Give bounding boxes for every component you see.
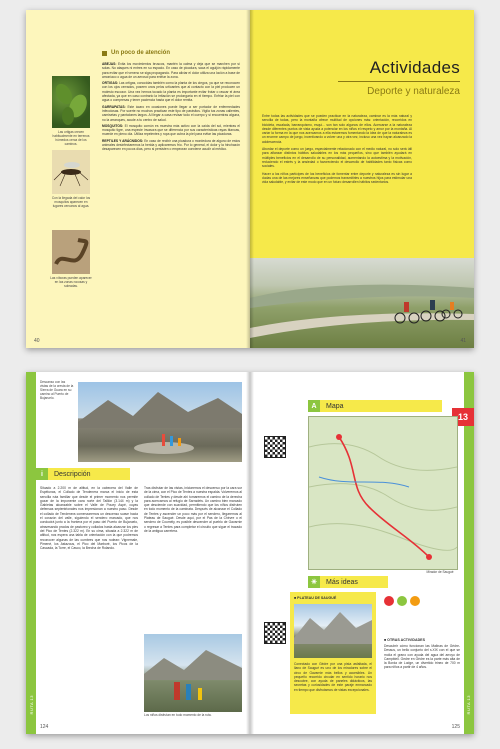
other-activities-title (384, 638, 460, 642)
more-ideas-label: Más ideas (320, 576, 388, 588)
left-page-route (26, 372, 250, 734)
route-map (308, 416, 458, 570)
other-bullet-icon: ■ (384, 638, 388, 642)
mosquitoes-text: El mosquito común es muestra más activo con la caída del sol, mientras el mosquito tigre, una especie invasora que se diferencia por sus características rayas blancas, muerde en pleno día. Utiliza repelentes y ropa que cubra la piel para evitar las picaduras. (102, 123, 240, 137)
plateau-title-text: PLATEAU DE SAUGUÉ (297, 596, 337, 600)
gutter-bottom (246, 372, 254, 734)
description-col-2: Tras disfrutar de las vistas, iniciaremos el descenso por la cara sur de la cima, con el Pico de Tentes a nuestra espalda. Volveremos al collado de Tentes y desde ahí tomaremos el camino de la derecha para acercarnos al refugio de Sarradets. Un camino bien marcado que desciende con suavidad, permitiendo que los niños disfruten en todo momento de la caminata. Después de alcanzar el Collado de Tentes y ascender un poco más por el sendero, llegaremos al Plateau de Saugué. Desde aquí, por el Pas de la Chèvre o el sendero de Coumély, es posible descender al pueblo de Gavarnie o regresar a Tentes para completar el circuito que sigue el trazado de la antigua carretera. (144, 486, 242, 533)
attention-header (102, 50, 170, 56)
hiking-icon (384, 596, 394, 606)
plateau-bullet-icon: ■ (294, 596, 298, 600)
right-green-tab (464, 372, 474, 734)
activities-title: Actividades (369, 58, 460, 77)
left-tab-label: RUTA 13 (29, 694, 34, 714)
mosquitoes-lead: MOSQUITOS: (102, 123, 124, 128)
qr-code-bottom (264, 622, 286, 644)
activities-para-3: Hacer a los niños partícipes de los beneficios de fomentar entre deporte y naturaleza es sin lugar a dudas una de las mejores enseñanzas que podemos transmitirles a nuestros hijos para estimular una vida saludable, y evitar de este modo que en un futuro desarrollen hábitos sedentarios. (262, 171, 412, 185)
topographic-map-icon (309, 417, 457, 569)
nettles-lead: ORTIGAS: (102, 81, 119, 86)
right-page-route (250, 372, 474, 734)
cycling-scene-icon (250, 258, 474, 348)
other-activities (384, 638, 460, 670)
attention-title: Un poco de atención (111, 50, 171, 56)
ticks-lead: GARRAPATAS: (102, 104, 126, 109)
mosquito-icon (52, 150, 90, 194)
left-page-activities (26, 10, 250, 348)
gutter-top (246, 10, 254, 348)
ticks-text: Este ácaro en ocasiones puede llegar a ser portador de enfermedades infecciosas. Por suerte no muchos practican este tipo de parásitos. Vigila tus zonas calientes, camisetas y pantalones largos. Al llegar a casa revisar todo el cuerpo y si encuentras alguna, no la arranques, acude a tu centro de salud. (102, 104, 241, 122)
map-note: Mirador de Saugué (426, 570, 454, 574)
plateau-text: Conectado con Gèdre por una pista asfaltada, el llano de Saugué es uno de los miradores sobre el circo de Gavarnie más bellos y accesibles. Un pequeño recorrido circular en sentido horario nos descubre, con ayuda de paneles didácticos, las secretas y curiosidades de este paraje enmarcado en tiempo que disfrutamos de vistas excepcionales. (294, 662, 372, 692)
hikers-icon (144, 634, 242, 712)
plateau-photo (294, 604, 372, 658)
description-col-1: Situado a 2.200 m de altitud, en la cabecera del Valle de Espélunas, el Collado de Tendenera marca el inicio de esta sencilla ruta familiar que desde el primer momento nos permite gozar de la imponente cara norte del Taillón (3.144 m) y la Gabietas alcanzable sobre el Valle de Pouey Aspé, cuyas defensas septentrionales nos impresionan a nuestro paso. Desde el collado de Tendenera comenzaremos un descenso suave hacia el corazón del valle, siguiendo el sendero marcado, que nos conducirá junto a la frontera por el paso del Puerto de Bujaruelo, atravesando prados de pastoreo y collados hasta alcanzar los pies del Pico de Tentes (2.322 m). En su cima, situada a 2.322 m de altitud, nos espera una tabla de orientación con la que podremos reconocer algunas de las cumbres que nos rodean: Vignemale, Pimené, los Astazous, el Pico del Marboré, los Picos de la Cascada, la Torre, el Casco, la Brecha de Rolando. (40, 486, 138, 551)
qr-code-top (264, 436, 286, 458)
more-ideas-header (308, 576, 388, 588)
map-header (308, 400, 442, 412)
reptiles-text: En caso de recibir una picadura o mordedura de alguno de estos animales desinfectaremos la herida y aplicaremos frío. Por lo general, el dolor y la hinchazón desaparecen en pocos días, pero si persisten o empeoran conviene acudir al médico. (102, 138, 240, 152)
family-photo-caption: Los niños disfrutan en todo momento de la ruta. (144, 713, 212, 717)
summit-photo-caption: Descanso con las vistas de la cresta de la Sierra de Guara en su camino al Puerto de Bujaruelo. (40, 380, 74, 400)
plateau-box (290, 592, 376, 714)
map-a-icon: A (308, 400, 320, 412)
viper-photo (52, 230, 90, 274)
mosquito-photo (52, 150, 90, 194)
cycling-photo (250, 258, 474, 348)
page-number-125: 125 (451, 724, 460, 730)
bullet-square-icon (102, 51, 107, 56)
nettle-leaves-icon (52, 76, 90, 128)
nettle-caption: Las ortigas crecen habitualmente en terrenos húmedos cerca de los caminos. (52, 130, 90, 146)
binoculars-icon (397, 596, 407, 606)
page-number-124: 124 (40, 724, 49, 730)
mosquito-caption: Con la llegada del calor los mosquitos aparecen en lugares cercanos al agua. (51, 196, 91, 208)
nettles-text: Las ortigas, conocidas también como la planta de los ciegos, ya que se reconocen con los ojos cerrados, poseen unos pelos urticantes que al contacto con la piel producen un molesto escozor. Una vez hemos tocado la planta es importante evitar frotar o rascar el área afectada, ya que en caso contrario la irritación se prolongaría en el tiempo. Enfriar la piel con agua o compresas y tener paciencia hasta que el dolor remita. (102, 81, 240, 103)
viper-caption: Las víboras pueden aparecer en las zonas rocosas y soleadas. (50, 276, 92, 288)
page-number-41: 41 (460, 338, 466, 344)
attention-body (102, 62, 240, 152)
plateau-title (294, 596, 336, 600)
summit-photo (78, 382, 242, 462)
activities-subtitle: Deporte y naturaleza (367, 86, 460, 97)
right-tab-label: RUTA 13 (466, 694, 471, 714)
other-activities-title-text: OTRAS ACTIVIDADES (387, 638, 425, 642)
cirque-mountain-icon (294, 604, 372, 658)
activity-icons-row (384, 596, 420, 606)
activities-para-2: Abordar el deporte como un juego, especialmente relacionado con el medio natural, no solo será útil para afianzar distintos hábitos saludables en los más pequeños, sino que también ayudará en múltiples beneficios en el desarrollo de su personalidad, aumentando la autoestima y la motivación, reduciendo el estrés y la ansiedad o favoreciendo el desarrollo de habilidades tanto físicas como sociales. (262, 147, 412, 169)
bottom-spread (26, 372, 474, 734)
route-number-badge: 13 (452, 408, 474, 426)
right-page-activities (250, 10, 474, 348)
other-activities-text: Descubrir cómo funcionan las Malinas de Gèdre-Dessus, un bello conjunto del s.XIX con el que se molía el grano con ayuda del agua del arroyo de Campbiell. Gedre en Gèdre es la parte más alta de la Borda de Lodge, un divertido trineo de 700 m para niños a partir de 4 años. (384, 644, 460, 670)
activities-body (262, 114, 412, 184)
bees-lead: ABEJAS: (102, 62, 117, 66)
mountain-summit-icon (78, 382, 242, 462)
info-icon: i (36, 468, 48, 480)
description-header (36, 468, 130, 480)
activities-para-1: Entre todas las actividades que se pueden practicar en la naturaleza, caminar es la más natural y sencilla de todas, pero la montaña ofrece multitud de opciones más: orientación, recorridos en bicicleta, escalada, barranquismo, esquí... son tan solo algunos de ellos. Acercarse a la naturaleza desde diferentes puntos de vista ayuda a potenciar en los niños el respeto y amor por la montaña. Al variar la forma en la que nos acercamos a ella estaremos fomentando la idea de que la naturaleza es un enorme campo de juego, incentivando a volver una y otra vez, incluso una vez hayan alcanzado la adolescencia. (262, 114, 412, 144)
bees-text: Evita los movimientos bruscos, mantén la calma y deja que se marchen por sí solas. No ataques ni entres en su espacio. En caso de picadura, saca el aguijón rápidamente para evitar que el veneno se siga propagando. Para aliviar el dolor utiliza una loción a base de amoníaco o agua de un aerosol para enfriar la zona. (102, 62, 240, 79)
family-icon (410, 596, 420, 606)
nettle-photo (52, 76, 90, 128)
description-label: Descripción (48, 468, 130, 480)
reptiles-lead: REPTILES Y ARÁCNIDOS: (102, 138, 144, 143)
viper-icon (52, 230, 90, 274)
left-green-tab (26, 372, 36, 734)
title-rule (338, 81, 460, 82)
top-spread (26, 10, 474, 348)
page-number-40: 40 (34, 338, 40, 344)
map-label: Mapa (320, 400, 442, 412)
family-photo (144, 634, 242, 712)
lightbulb-icon: ✳ (308, 576, 320, 588)
